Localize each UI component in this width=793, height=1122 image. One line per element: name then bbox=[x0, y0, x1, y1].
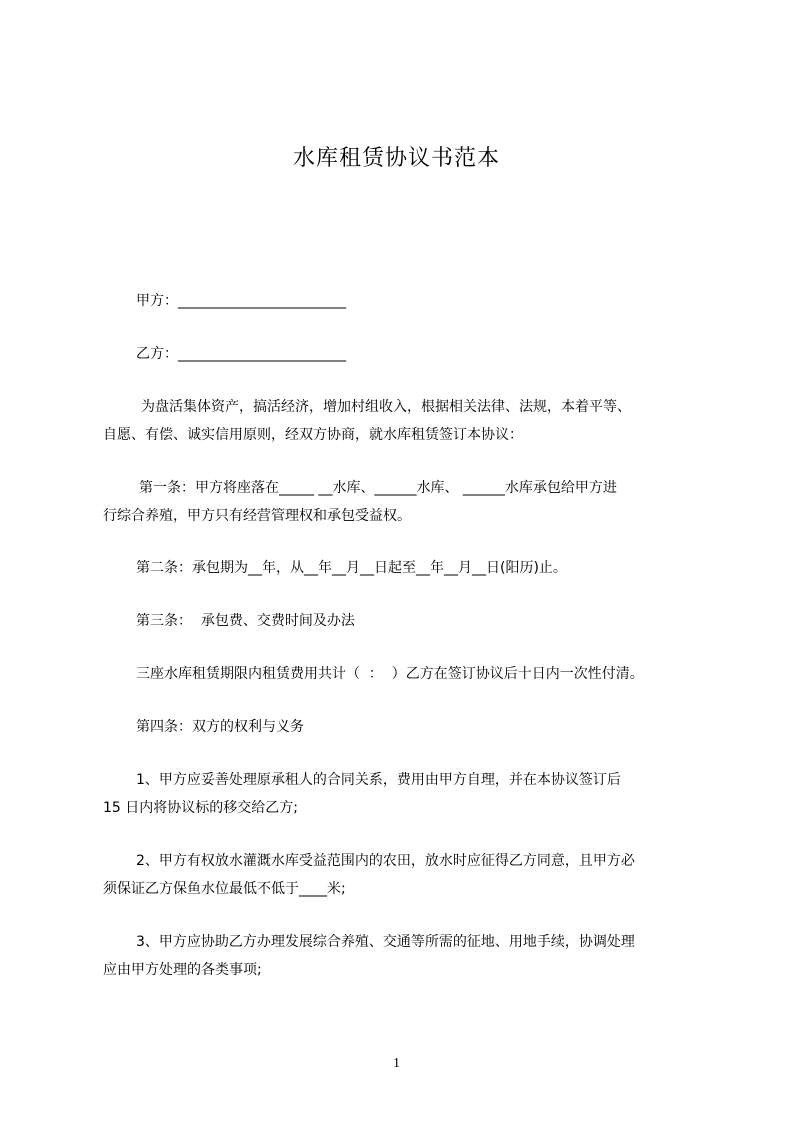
preamble-line-2: 自愿、有偿、诚实信用原则，经双方协商，就水库租赁签订本协议： bbox=[103, 427, 523, 443]
preamble-paragraph bbox=[103, 393, 631, 449]
article-4-heading: 第四条：双方的权利与义务 bbox=[136, 719, 304, 735]
article-2-line: 第二条：承包期为__年，从__年__月__日起至__年__月__日(阳历)止。 bbox=[136, 560, 567, 576]
clause-3-line-1: 3、甲方应协助乙方办理发展综合养殖、交通等所需的征地、用地手续，协调处理 bbox=[136, 934, 635, 950]
document-title: 水库租赁协议书范本 bbox=[292, 146, 500, 171]
clause-2-line-2: 须保证乙方保鱼水位最低不低于____米; bbox=[103, 881, 346, 897]
clause-3-line-2: 应由甲方处理的各类事项; bbox=[103, 962, 262, 978]
party-a-line: 甲方：________________________ bbox=[136, 293, 346, 309]
article-1-line-1: 第一条：甲方将座落在_____ __水库、______水库、 ______水库承包给甲方进 bbox=[139, 480, 617, 496]
clause-2-paragraph bbox=[103, 847, 635, 903]
article-3-heading: 第三条： 承包费、交费时间及办法 bbox=[136, 613, 355, 629]
article-1-paragraph bbox=[103, 474, 617, 530]
preamble-line-1: 为盘活集体资产，搞活经济，增加村组收入，根据相关法律、法规，本着平等、 bbox=[141, 399, 631, 415]
party-b-line: 乙方：________________________ bbox=[136, 346, 346, 362]
clause-1-line-2: 15 日内将协议标的移交给乙方; bbox=[103, 800, 298, 816]
clause-2-line-1: 2、甲方有权放水灌溉水库受益范围内的农田，放水时应征得乙方同意，且甲方必 bbox=[136, 853, 635, 869]
article-3-text: 三座水库租赁期限内租赁费用共计（ ： ）乙方在签订协议后十日内一次性付清。 bbox=[136, 666, 644, 682]
clause-3-paragraph bbox=[103, 928, 635, 984]
clause-1-line-1: 1、甲方应妥善处理原承租人的合同关系，费用由甲方自理，并在本协议签订后 bbox=[136, 772, 621, 788]
article-1-line-2: 行综合养殖，甲方只有经营管理权和承包受益权。 bbox=[103, 508, 411, 524]
page-number: 1 bbox=[393, 1056, 400, 1071]
clause-1-paragraph bbox=[103, 766, 621, 822]
